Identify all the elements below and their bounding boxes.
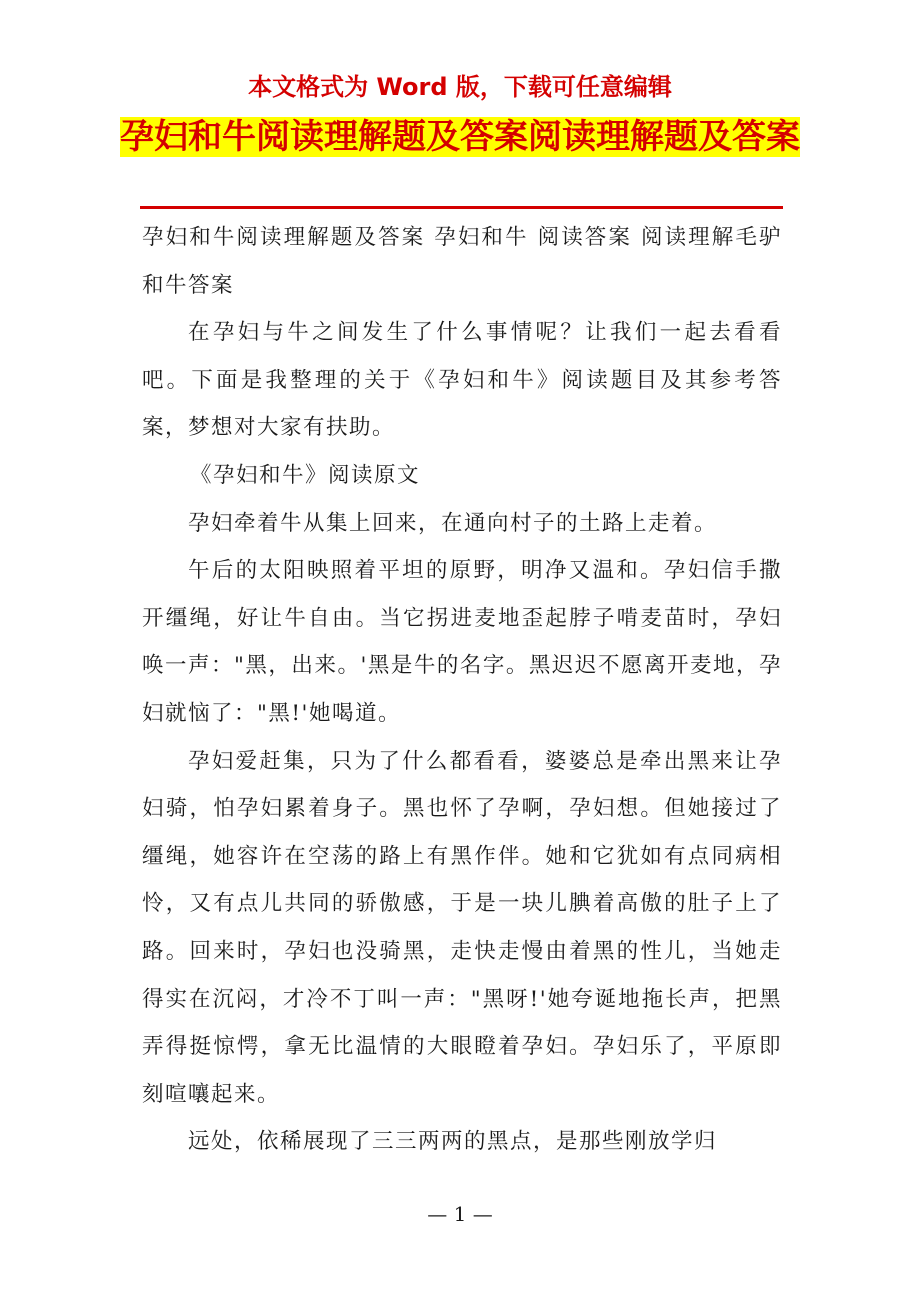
section-heading: 《孕妇和牛》阅读原文 [190,462,421,488]
body-paragraph: 午后的太阳映照着平坦的原野，明净又温和。孕妇信手撒开缰绳，好让牛自由。当它拐进麦地歪起脖子啃麦苗时，孕妇唤一声："黑，出来。'黑是牛的名字。黑迟迟不愿离开麦地，孕妇就恼了："黑!'她喝道。 [142,558,782,726]
intro-paragraph: 在孕妇与牛之间发生了什么事情呢？让我们一起去看看吧。下面是我整理的关于《孕妇和牛》阅读题目及其参考答案，梦想对大家有扶助。 [142,320,782,441]
keywords-line: 孕妇和牛阅读理解题及答案 孕妇和牛 阅读答案 阅读理解毛驴和牛答案 [142,225,782,298]
body-paragraph: 远处，依稀展现了三三两两的黑点，是那些刚放学归 [188,1129,718,1155]
body-paragraph: 孕妇牵着牛从集上回来，在通向村子的土路上走着。 [188,510,718,536]
document-title [100,112,820,162]
title-divider [140,206,783,209]
page-number: — 1 — [427,1202,493,1226]
document-body [142,214,782,1166]
body-paragraph: 孕妇爱赶集，只为了什么都看看，婆婆总是牵出黑来让孕妇骑，怕孕妇累着身子。黑也怀了孕啊，孕妇想。但她接过了缰绳，她容许在空荡的路上有黑作伴。她和它犹如有点同病相怜，又有点儿共同的骄傲感，于是一块儿腆着高傲的肚子上了路。回来时，孕妇也没骑黑，走快走慢由着黑的性儿，当她走得实在沉闷，才冷不丁叫一声："黑呀!'她夸诞地拖长声，把黑弄得挺惊愕，拿无比温情的大眼瞪着孕妇。孕妇乐了，平原即刻喧嚷起来。 [142,748,782,1107]
document-title-text: 孕妇和牛阅读理解题及答案阅读理解题及答案 [120,117,800,157]
format-notice: 本文格式为 Word 版，下载可任意编辑 [248,73,672,101]
